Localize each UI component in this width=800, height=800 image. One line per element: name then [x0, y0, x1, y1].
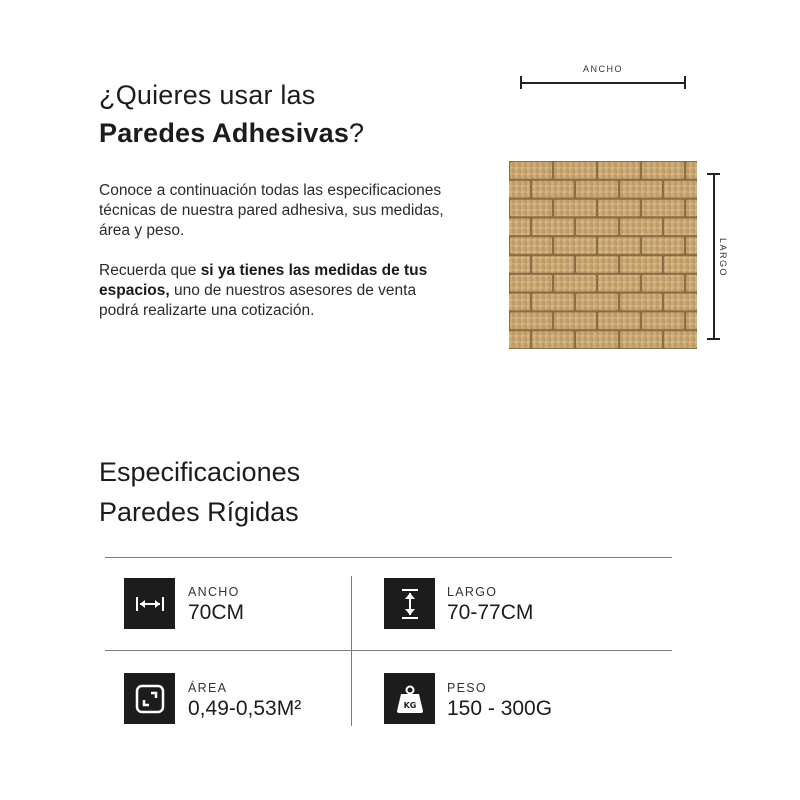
brick [620, 294, 662, 311]
brick [664, 256, 697, 273]
brick [598, 275, 640, 292]
specs-divider-middle [105, 650, 672, 651]
brick [598, 200, 640, 217]
brick [532, 294, 574, 311]
brick [576, 331, 618, 348]
brick [686, 162, 697, 179]
brick [686, 313, 697, 330]
brick [510, 162, 552, 179]
spec-width-value: 70CM [188, 601, 245, 624]
brick [598, 162, 640, 179]
brick [510, 313, 552, 330]
intro-paragraph-2 [99, 261, 459, 321]
brick [664, 181, 697, 198]
width-dimension-line [520, 82, 685, 84]
specs-title-line2: Paredes Rígidas [99, 497, 299, 527]
brick [642, 200, 684, 217]
intro-title-line2 [99, 118, 364, 149]
length-dimension-label: LARGO [718, 238, 728, 278]
width-dimension-cap-right [684, 76, 686, 89]
width-dimension-label: ANCHO [583, 64, 624, 74]
intro-title-end: ? [349, 118, 365, 148]
brick [509, 219, 530, 236]
spec-area-value: 0,49-0,53M² [188, 697, 302, 720]
brick [510, 200, 552, 217]
specs-title-line1: Especificaciones [99, 457, 301, 487]
area-icon [124, 673, 175, 724]
brick-wall-panel-image [509, 161, 697, 349]
brick [509, 294, 530, 311]
weight-kg-icon [384, 673, 435, 724]
brick [509, 331, 530, 348]
brick [642, 237, 684, 254]
brick [576, 219, 618, 236]
brick [620, 256, 662, 273]
height-arrows-icon [384, 578, 435, 629]
spec-area-label: ÁREA [188, 681, 228, 695]
brick [509, 181, 530, 198]
specs-divider-vertical [351, 576, 352, 726]
svg-text:KG: KG [403, 700, 416, 710]
paragraph-2-bold: si ya tienes las medidas de tus espacios, [99, 262, 428, 299]
intro-paragraph-1: Conoce a continuación todas las especificaciones técnicas de nuestra pared adhesiva, sus medidas, área y peso. [99, 182, 444, 239]
brick [598, 313, 640, 330]
brick [576, 294, 618, 311]
brick [686, 200, 697, 217]
brick [620, 219, 662, 236]
brick [620, 181, 662, 198]
brick [532, 181, 574, 198]
brick [686, 237, 697, 254]
brick [620, 331, 662, 348]
brick [642, 313, 684, 330]
specs-divider-top [105, 557, 672, 558]
brick [554, 237, 596, 254]
brick [532, 256, 574, 273]
intro-title-bold: Paredes Adhesivas [99, 118, 350, 148]
brick [554, 313, 596, 330]
brick [642, 275, 684, 292]
brick [532, 219, 574, 236]
brick [510, 275, 552, 292]
brick [510, 237, 552, 254]
brick [576, 256, 618, 273]
spec-width-label: ANCHO [188, 585, 240, 599]
brick [509, 256, 530, 273]
paragraph-2-start: Recuerda que [99, 262, 201, 279]
brick [554, 162, 596, 179]
spec-length-value: 70-77CM [447, 601, 534, 624]
intro-title-line1: ¿Quieres usar las [99, 80, 316, 110]
width-arrows-icon [124, 578, 175, 629]
spec-length-label: LARGO [447, 585, 498, 599]
spec-weight-value: 150 - 300G [447, 697, 553, 720]
length-dimension-cap-top [707, 173, 720, 175]
brick [664, 219, 697, 236]
brick [576, 181, 618, 198]
brick [554, 275, 596, 292]
brick [554, 200, 596, 217]
brick [686, 275, 697, 292]
length-dimension-line [713, 173, 715, 339]
paragraph-2-end: uno de nuestros asesores de venta podrá realizarte una cotización. [99, 282, 417, 319]
brick [598, 237, 640, 254]
brick [664, 294, 697, 311]
brick [664, 331, 697, 348]
brick [532, 331, 574, 348]
width-dimension-cap-left [520, 76, 522, 89]
length-dimension-cap-bottom [707, 338, 720, 340]
spec-weight-label: PESO [447, 681, 487, 695]
brick [642, 162, 684, 179]
